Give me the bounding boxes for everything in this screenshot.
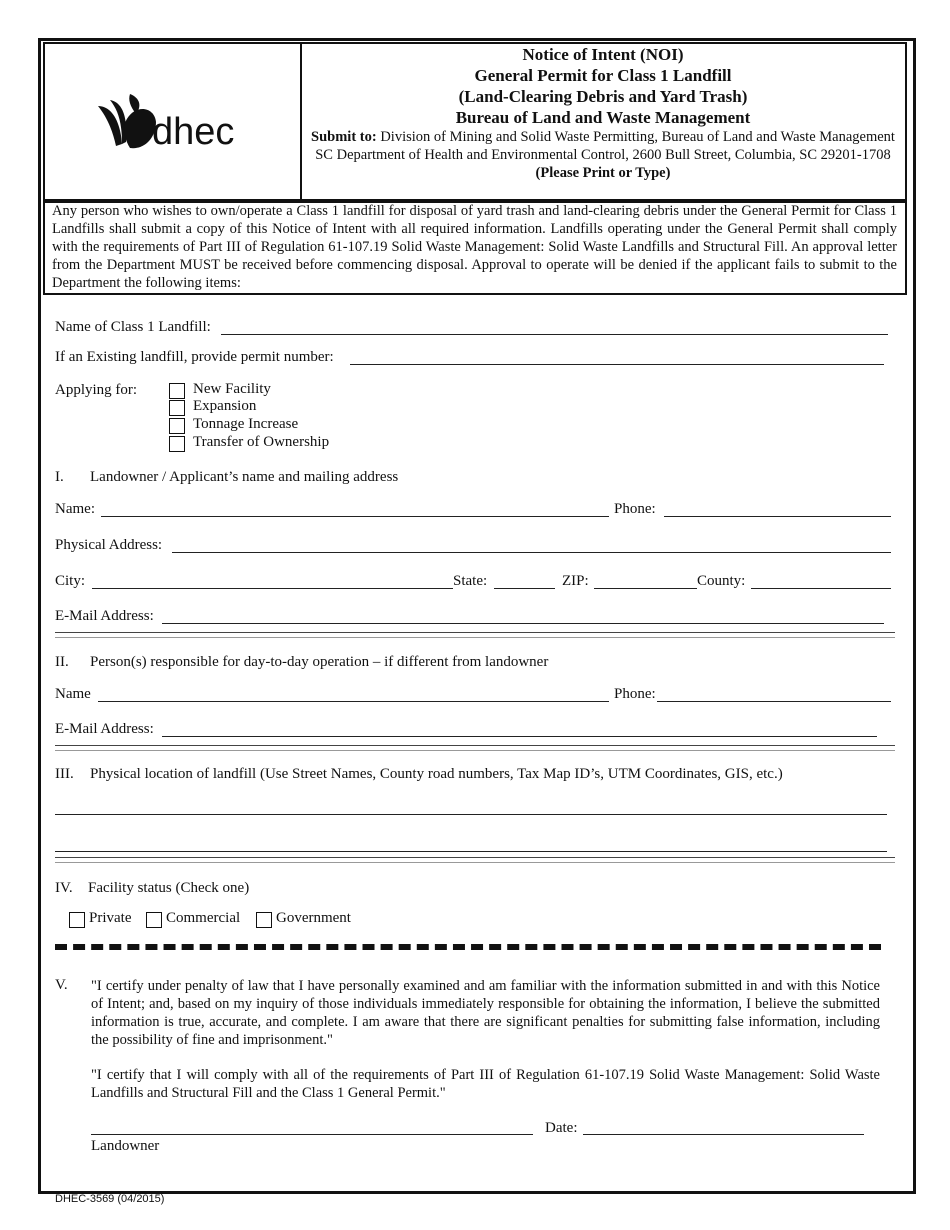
option-label: Tonnage Increase (193, 416, 299, 432)
physical-address-label: Physical Address: (55, 537, 163, 553)
section-2-title: Person(s) responsible for day-to-day operation – if different from landowner (90, 654, 549, 670)
section-divider (55, 632, 895, 638)
header-divider (300, 42, 302, 201)
submit-label: Submit to: (311, 129, 377, 145)
section-1-number: I. (55, 469, 64, 485)
location-line-2[interactable] (55, 851, 887, 852)
option-label: Expansion (193, 398, 257, 414)
checkbox[interactable] (146, 912, 162, 928)
applicant-email-label: E-Mail Address: (55, 608, 154, 624)
certification-statement-2: "I certify that I will comply with all of the requirements of Part III of Regulation 61-107.19 Solid Waste Management: Solid Waste Landfills and Structural Fill and the Class 1 General Permit." (91, 1067, 880, 1101)
option-label: New Facility (193, 381, 271, 397)
checkbox[interactable] (169, 436, 185, 452)
section-3-number: III. (55, 766, 74, 782)
applicant-email-field[interactable] (162, 623, 884, 624)
option-label: Commercial (166, 910, 241, 926)
city-field[interactable] (92, 588, 453, 589)
applying-for-label: Applying for: (55, 382, 138, 398)
dashed-separator (55, 944, 881, 950)
status-commercial[interactable] (146, 910, 241, 933)
section-4-title: Facility status (Check one) (88, 880, 250, 896)
physical-address-field[interactable] (172, 552, 891, 553)
state-field[interactable] (494, 588, 555, 589)
form-number: DHEC-3569 (04/2015) (55, 1193, 165, 1205)
submit-address: Division of Mining and Solid Waste Permitting, Bureau of Land and Waste Management SC Department of Health and Environmental Control, 2600 Bull Street, Columbia, SC 29201-1708 (315, 129, 895, 163)
city-label: City: (55, 573, 86, 589)
certification-statement-1: "I certify under penalty of law that I have personally examined and am familiar with the information submitted in and with this Notice of Intent; and, based on my inquiry of those individuals immediately responsible for obtaining the information, I believe the submitted information is true, accurate, and complete. I am aware that there are significant penalties for submitting false information, including the possibility of fine and imprisonment." (91, 978, 880, 1048)
applicant-name-label: Name: (55, 501, 95, 517)
section-3-title: Physical location of landfill (Use Street Names, County road numbers, Tax Map ID’s, UTM Coordinates, GIS, etc.) (90, 766, 783, 782)
date-label: Date: (545, 1120, 578, 1136)
applicant-phone-label: Phone: (614, 501, 656, 517)
permit-number-field[interactable] (350, 364, 884, 365)
landfill-name-label: Name of Class 1 Landfill: (55, 319, 211, 335)
state-label: State: (453, 573, 488, 589)
applicant-phone-field[interactable] (664, 516, 891, 517)
option-label: Government (276, 910, 351, 926)
checkbox[interactable] (256, 912, 272, 928)
status-government[interactable] (256, 910, 351, 933)
checkbox[interactable] (169, 418, 185, 434)
operator-email-label: E-Mail Address: (55, 721, 154, 737)
submit-to (304, 128, 902, 164)
county-field[interactable] (751, 588, 891, 589)
applicant-name-field[interactable] (101, 516, 609, 517)
print-note: (Please Print or Type) (535, 165, 671, 181)
checkbox[interactable] (69, 912, 85, 928)
section-divider (55, 745, 895, 751)
header-title-block (304, 44, 902, 182)
operator-name-field[interactable] (98, 701, 609, 702)
operator-name-label: Name (55, 686, 91, 702)
date-field[interactable] (583, 1134, 864, 1135)
option-transfer-ownership[interactable] (169, 434, 330, 457)
landfill-name-field[interactable] (221, 334, 888, 335)
location-line-1[interactable] (55, 814, 887, 815)
section-divider (55, 857, 895, 863)
section-2-number: II. (55, 654, 69, 670)
landowner-signature-field[interactable] (91, 1134, 533, 1135)
option-label: Private (89, 910, 132, 926)
section-1-title: Landowner / Applicant’s name and mailing address (90, 469, 399, 485)
section-5-number: V. (55, 977, 68, 993)
bureau-name: Bureau of Land and Waste Management (455, 108, 751, 127)
operator-email-field[interactable] (162, 736, 877, 737)
zip-label: ZIP: (562, 573, 589, 589)
landowner-label: Landowner (91, 1138, 160, 1154)
operator-phone-field[interactable] (657, 701, 891, 702)
checkbox[interactable] (169, 400, 185, 416)
form-subtitle-2: (Land-Clearing Debris and Yard Trash) (458, 87, 748, 106)
section-4-number: IV. (55, 880, 73, 896)
intro-paragraph: Any person who wishes to own/operate a Class 1 landfill for disposal of yard trash and land-clearing debris under the General Permit for Class 1 Landfills shall submit a copy of this Notice of Intent with all required information. Landfills operating under the General Permit shall comply with the requirements of Part III of Regulation 61-107.19 Solid Waste Management: Solid Waste Landfills and Structural Fill. An approval letter from the Department MUST be received before commencing disposal. Approval to operate will be denied if the applicant fails to submit to the Department the following items: (52, 203, 897, 291)
form-title: Notice of Intent (NOI) (522, 45, 684, 64)
zip-field[interactable] (594, 588, 697, 589)
permit-number-label: If an Existing landfill, provide permit number: (55, 349, 334, 365)
county-label: County: (697, 573, 746, 589)
operator-phone-label: Phone: (614, 686, 656, 702)
dhec-logo (96, 92, 256, 156)
logo-text: dhec (152, 111, 235, 153)
status-private[interactable] (69, 910, 132, 933)
checkbox[interactable] (169, 383, 185, 399)
form-subtitle: General Permit for Class 1 Landfill (474, 66, 732, 85)
option-label: Transfer of Ownership (193, 434, 330, 450)
